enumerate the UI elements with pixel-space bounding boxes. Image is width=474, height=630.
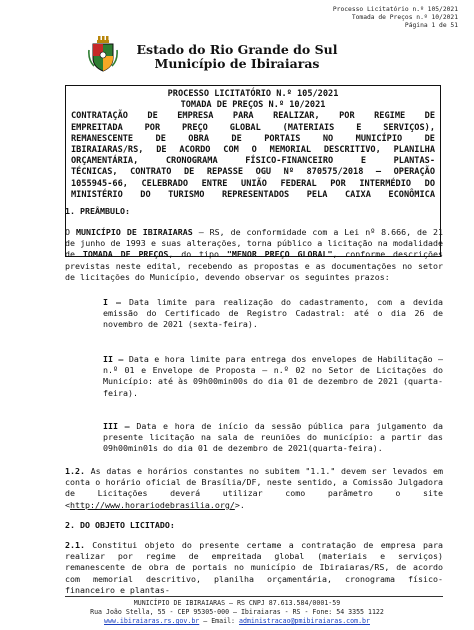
page-header bbox=[333, 6, 458, 30]
paragraph-label: 2.1. bbox=[65, 540, 85, 550]
deadline-item-2 bbox=[65, 354, 443, 399]
box-object-line: EMPREITADA POR PREÇO GLOBAL (MATERIAIS E SERVIÇOS), bbox=[71, 122, 435, 133]
item-text: Data limite para realização do cadastramento, com a devida emissão do Certificado de Registro Cadastral: até o dia 26 de novembro de 2021 (sexta-feira). bbox=[103, 297, 443, 330]
municipality-title: Município de Ibiraiaras bbox=[154, 56, 320, 71]
footer-site-link[interactable]: www.ibiraiaras.rs.gov.br bbox=[104, 617, 200, 625]
preamble-municipality: MUNICÍPIO DE IBIRAIARAS bbox=[75, 227, 193, 237]
paragraph-2-1 bbox=[65, 540, 443, 596]
box-tomada-line: TOMADA DE PREÇOS N.º 10/2021 bbox=[180, 100, 326, 111]
paragraph-1-2 bbox=[65, 466, 443, 511]
box-object-line: CONTRATAÇÃO DE EMPRESA PARA REALIZAR, POR REGIME DE bbox=[71, 111, 435, 122]
header-tomada-number: Tomada de Preços n.º 10/2021 bbox=[351, 14, 458, 21]
footer-contact-line bbox=[0, 617, 474, 625]
preamble-modality: TOMADA DE PREÇOS bbox=[82, 249, 169, 260]
header-page-number: Página 1 de 51 bbox=[404, 22, 458, 29]
preamble-paragraph bbox=[65, 227, 443, 283]
item-text: Data e hora de início da sessão pública para julgamento da presente licitação na sala de reuniões do município: a partir das 09h00min01s do dia 01 de dezembro de 2021(quarta-feira). bbox=[103, 421, 443, 454]
box-object-line: ORÇAMENTÁRIA, CRONOGRAMA FÍSICO-FINANCEIRO E PLANTAS- bbox=[71, 156, 435, 167]
box-object-line: 1055945-66, CELEBRADO ENTRE UNIÃO FEDERAL POR INTERMÉDIO DO bbox=[71, 178, 435, 189]
header-process-number: Processo Licitatório n.º 105/2021 bbox=[332, 6, 458, 13]
state-title: Estado do Rio Grande do Sul bbox=[136, 42, 338, 57]
box-object-line: TÉCNICAS, CONTRATO DE REPASSE OGU Nº 870575/2018 – OPERAÇÃO bbox=[71, 167, 435, 178]
paragraph-text: >. bbox=[234, 499, 245, 510]
preamble-text: , do tipo bbox=[168, 249, 227, 260]
horario-brasilia-link[interactable]: http://www.horariodebrasilia.org/ bbox=[70, 499, 235, 510]
item-text: Data e hora limite para entrega dos envelopes de Habilitação – n.º 01 e Envelope de Proposta – n.º 02 no Setor de Licitações do Município: até às 09h00min00s do dia 01 de dezembro de 2021 (quarta-feira). bbox=[103, 354, 444, 398]
preamble-text: , conforme descrições previstas neste edital, recebendo as propostas e as documentações no setor de licitações do Município, devendo observar os seguintes prazos: bbox=[65, 249, 443, 282]
box-process-line: PROCESSO LICITATÓRIO N.º 105/2021 bbox=[167, 89, 339, 99]
item-label: I – bbox=[103, 297, 122, 307]
footer-email-link[interactable]: administracao@pmibiraiaras.com.br bbox=[238, 617, 370, 625]
footer-email-label: – Email: bbox=[199, 617, 239, 625]
preamble-text: O bbox=[65, 227, 76, 237]
box-object-line: MINISTÉRIO DO TURISMO REPRESENTADOS PELA CAIXA ECONÔMICA bbox=[71, 189, 435, 200]
item-label: II – bbox=[103, 354, 124, 364]
paragraph-text: As datas e horários constantes no subitem "1.1." devem ser levados em conta o horário oficial de Brasília/DF, neste sentido, a Comissão Julgadora de Licitações deverá utilizar como parâmetro o site < bbox=[65, 466, 443, 510]
preamble-text: – RS, de conformidade com a Lei nº 8.666, de 21 de junho de 1993 e suas alterações, torna público a licitação na modalidade de bbox=[65, 227, 443, 260]
deadline-item-1 bbox=[65, 297, 443, 331]
footer-address-line: Rua João Stella, 55 - CEP 95305-000 – Ibiraiaras - RS - Fone: 54 3355 1122 bbox=[90, 608, 384, 616]
section-2-heading: 2. DO OBJETO LICITADO: bbox=[65, 520, 175, 530]
paragraph-label: 1.2. bbox=[65, 466, 85, 476]
deadline-item-3 bbox=[65, 421, 443, 455]
box-object-line: REMANESCENTE DE OBRA DE PORTAIS NO MUNICÍPIO DE bbox=[71, 133, 435, 144]
item-label: III – bbox=[103, 421, 130, 431]
section-1-heading: 1. PREÂMBULO: bbox=[65, 206, 130, 216]
footer-company-line: MUNICÍPIO DE IBIRAIARAS – RS CNPJ 87.613.584/0001-59 bbox=[133, 599, 341, 607]
paragraph-text: Constitui objeto do presente certame a contratação de empresa para realizar por regime de empreitada global (materiais e serviços) remanescente de obra de portais no município de Ibiraiaras/RS, de acordo com memorial descritivo, planilha orçamentária, cronograma físico-financeiro e plantas- bbox=[65, 540, 443, 595]
footer-divider bbox=[65, 596, 443, 597]
preamble-type: "MENOR PREÇO GLOBAL" bbox=[226, 249, 333, 260]
box-object-line: IBIRAIARAS/RS, DE ACORDO COM O MEMORIAL DESCRITIVO, PLANILHA bbox=[71, 145, 435, 156]
